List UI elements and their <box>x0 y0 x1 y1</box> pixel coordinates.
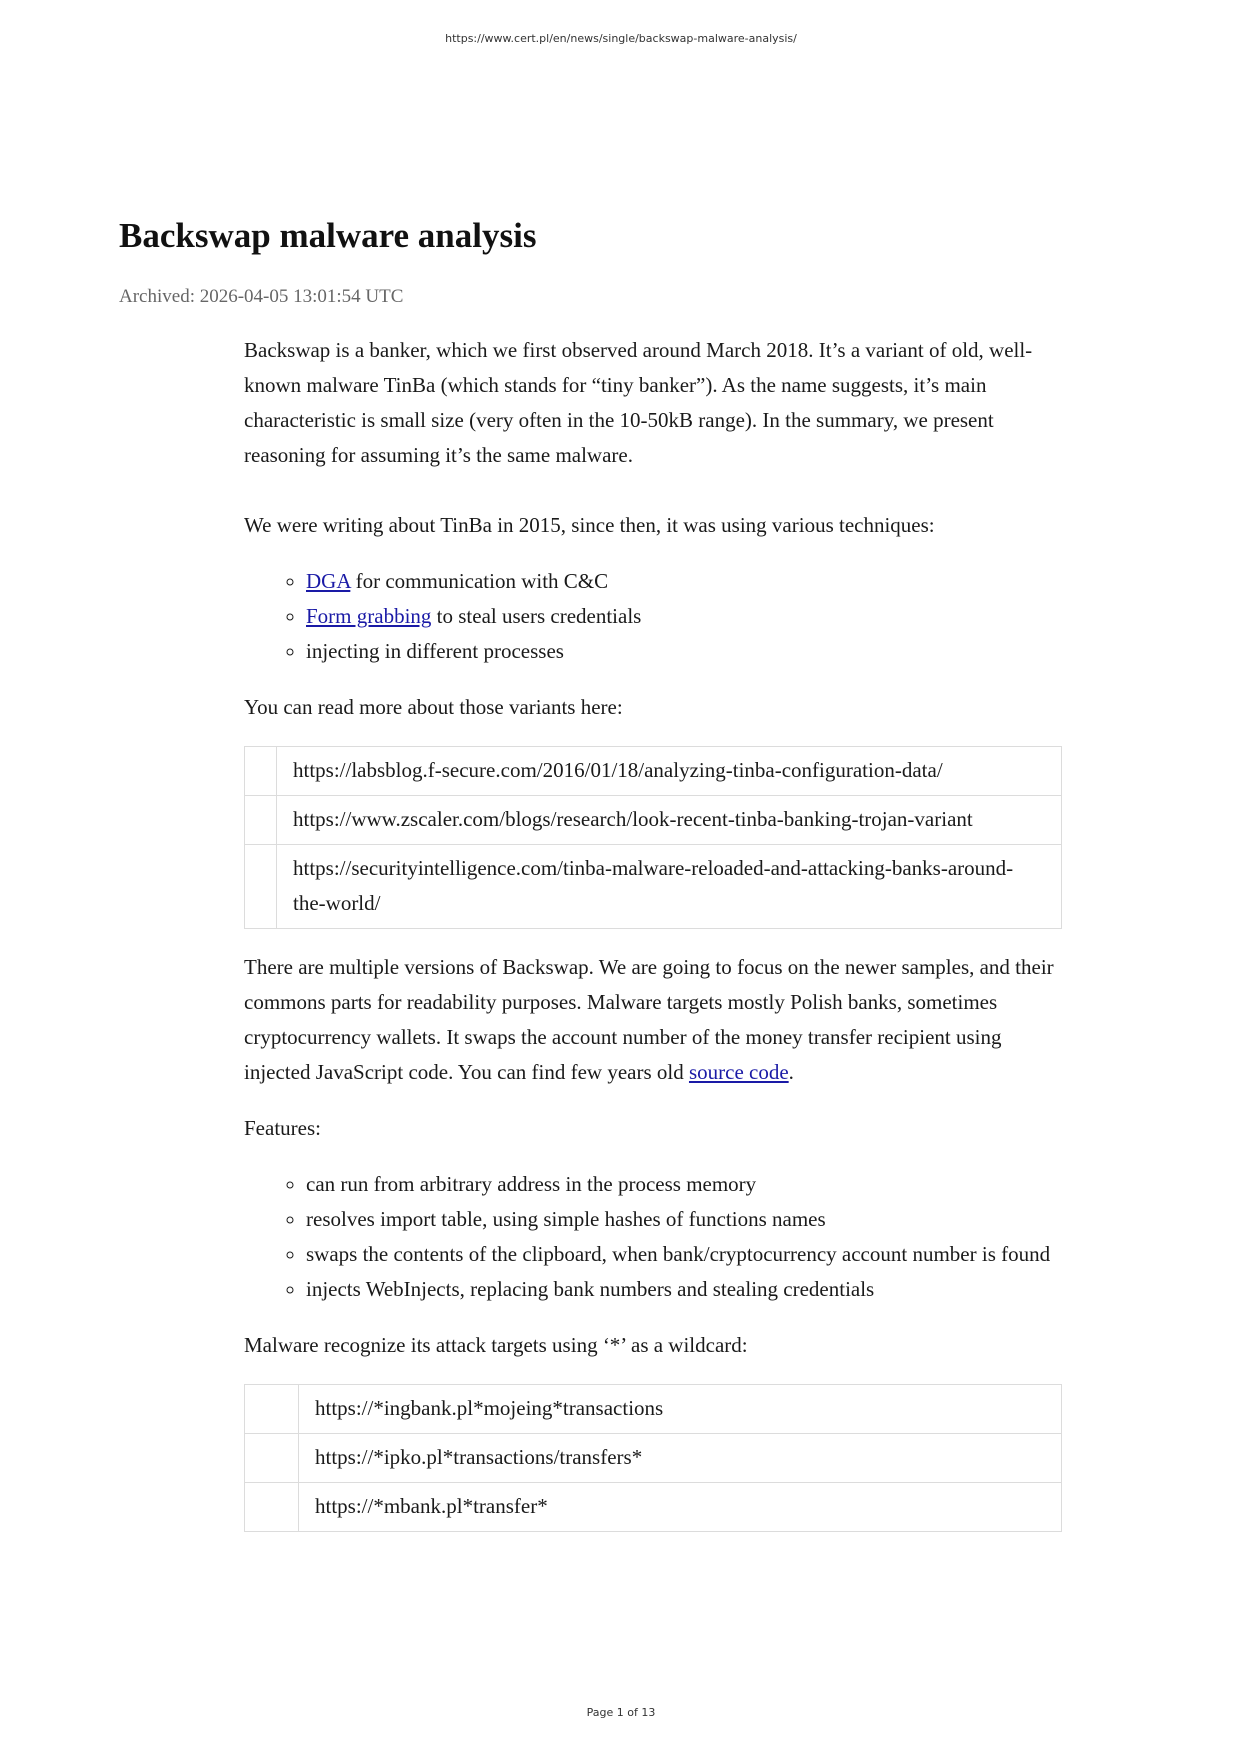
list-item: ◦ can run from arbitrary address in the process memory <box>306 1167 1064 1202</box>
versions-end: . <box>788 1060 794 1084</box>
page-number: Page 1 of 13 <box>586 1706 656 1719</box>
versions-text: There are multiple versions of Backswap. We are going to focus on the newer samples, and their commons parts for readability purposes. Malware targets mostly Polish banks, sometimes cryptocurrency wallets. It swaps the account number of the money transfer recipient using injected JavaScript code. You can find few years old <box>244 955 1054 1084</box>
list-item-text: injecting in different processes <box>306 639 564 663</box>
list-item <box>306 599 1064 634</box>
table-cell-blank <box>245 1385 299 1434</box>
page-title: Backswap malware analysis <box>119 216 537 255</box>
targets-table <box>244 1384 1062 1532</box>
list-item <box>306 564 1064 599</box>
techniques-list <box>244 564 1064 669</box>
article-body <box>244 333 1064 1553</box>
table-row <box>245 796 1062 845</box>
form-grabbing-link[interactable]: Form grabbing <box>306 604 432 628</box>
table-cell-blank <box>245 1483 299 1532</box>
table-row <box>245 845 1062 929</box>
table-cell-blank <box>245 1434 299 1483</box>
table-cell-url: https://*ipko.pl*transactions/transfers* <box>299 1434 1062 1483</box>
list-item-text: for communication with C&C <box>350 569 609 593</box>
techniques-intro: We were writing about TinBa in 2015, since then, it was using various techniques: <box>244 513 935 537</box>
table-row <box>245 1434 1062 1483</box>
versions-paragraph <box>244 950 1064 1090</box>
table-row <box>245 747 1062 796</box>
list-item-text: to steal users credentials <box>431 604 642 628</box>
source-code-link[interactable]: source code <box>688 1060 789 1084</box>
table-cell-url: https://www.zscaler.com/blogs/research/look-recent-tinba-banking-trojan-variant <box>277 796 1062 845</box>
table-cell-url: https://*mbank.pl*transfer* <box>299 1483 1062 1532</box>
list-item <box>306 634 1064 669</box>
table-cell-blank <box>245 796 277 845</box>
table-cell-blank <box>245 747 277 796</box>
source-url: https://www.cert.pl/en/news/single/backswap-malware-analysis/ <box>445 32 797 45</box>
dga-link[interactable]: DGA <box>306 569 351 593</box>
list-item: ◦ injects WebInjects, replacing bank numbers and stealing credentials <box>306 1272 1064 1307</box>
variants-intro: You can read more about those variants here: <box>244 695 623 719</box>
variants-table <box>244 746 1062 929</box>
list-item: ◦ swaps the contents of the clipboard, when bank/cryptocurrency account number is found <box>306 1237 1064 1272</box>
table-row <box>245 1385 1062 1434</box>
intro-paragraph: Backswap is a banker, which we first observed around March 2018. It’s a variant of old, well-known malware TinBa (which stands for “tiny banker”). As the name suggests, it’s main characteristic is small size (very often in the 10-50kB range). In the summary, we present reasoning for assuming it’s the same malware. <box>244 338 1033 467</box>
table-cell-url: https://labsblog.f-secure.com/2016/01/18/analyzing-tinba-configuration-data/ <box>277 747 1062 796</box>
targets-intro: Malware recognize its attack targets using ‘*’ as a wildcard: <box>244 1333 748 1357</box>
table-row <box>245 1483 1062 1532</box>
table-cell-url: https://securityintelligence.com/tinba-malware-reloaded-and-attacking-banks-around-the-world/ <box>277 845 1062 929</box>
table-cell-blank <box>245 845 277 929</box>
table-cell-url: https://*ingbank.pl*mojeing*transactions <box>299 1385 1062 1434</box>
features-label: Features: <box>244 1116 321 1140</box>
features-list <box>244 1167 1064 1307</box>
archived-timestamp: Archived: 2026-04-05 13:01:54 UTC <box>119 286 404 307</box>
list-item: ◦ resolves import table, using simple hashes of functions names <box>306 1202 1064 1237</box>
